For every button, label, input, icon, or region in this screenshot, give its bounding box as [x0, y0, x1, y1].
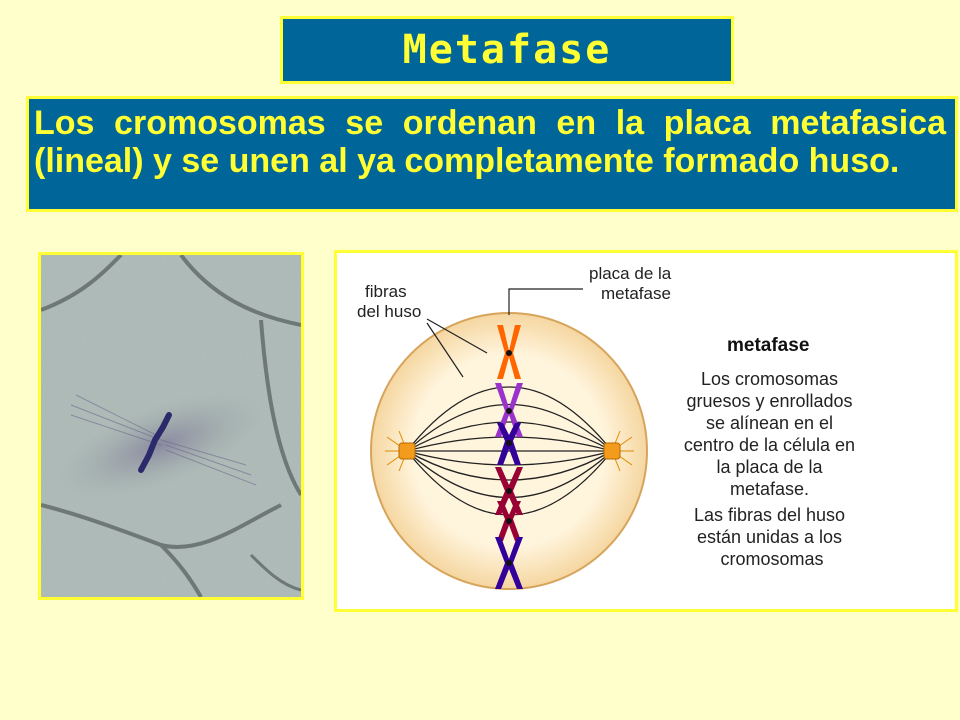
label-spindle-fibers: fibras del huso	[357, 282, 422, 321]
side-description: Los cromosomas gruesos y enrollados se alínean en el centro de la célula en la placa de la metafase. Las fibras del huso están unidas a los cromosomas	[683, 369, 856, 569]
slide-description: Los cromosomas se ordenan en la placa metafasica (lineal) y se unen al ya completamente formado huso.	[34, 104, 946, 180]
title-box	[280, 16, 734, 84]
side-heading: metafase	[727, 335, 810, 356]
label-metaphase-plate: placa de la metafase	[589, 264, 672, 303]
micrograph-frame	[38, 252, 304, 600]
centriole-right	[604, 443, 620, 459]
diagram-canvas	[337, 253, 955, 609]
plate-pointer	[509, 289, 583, 315]
slide-title: Metafase	[402, 27, 612, 73]
micrograph-image	[41, 255, 301, 597]
centriole-left	[399, 443, 415, 459]
metaphase-diagram	[334, 250, 958, 612]
